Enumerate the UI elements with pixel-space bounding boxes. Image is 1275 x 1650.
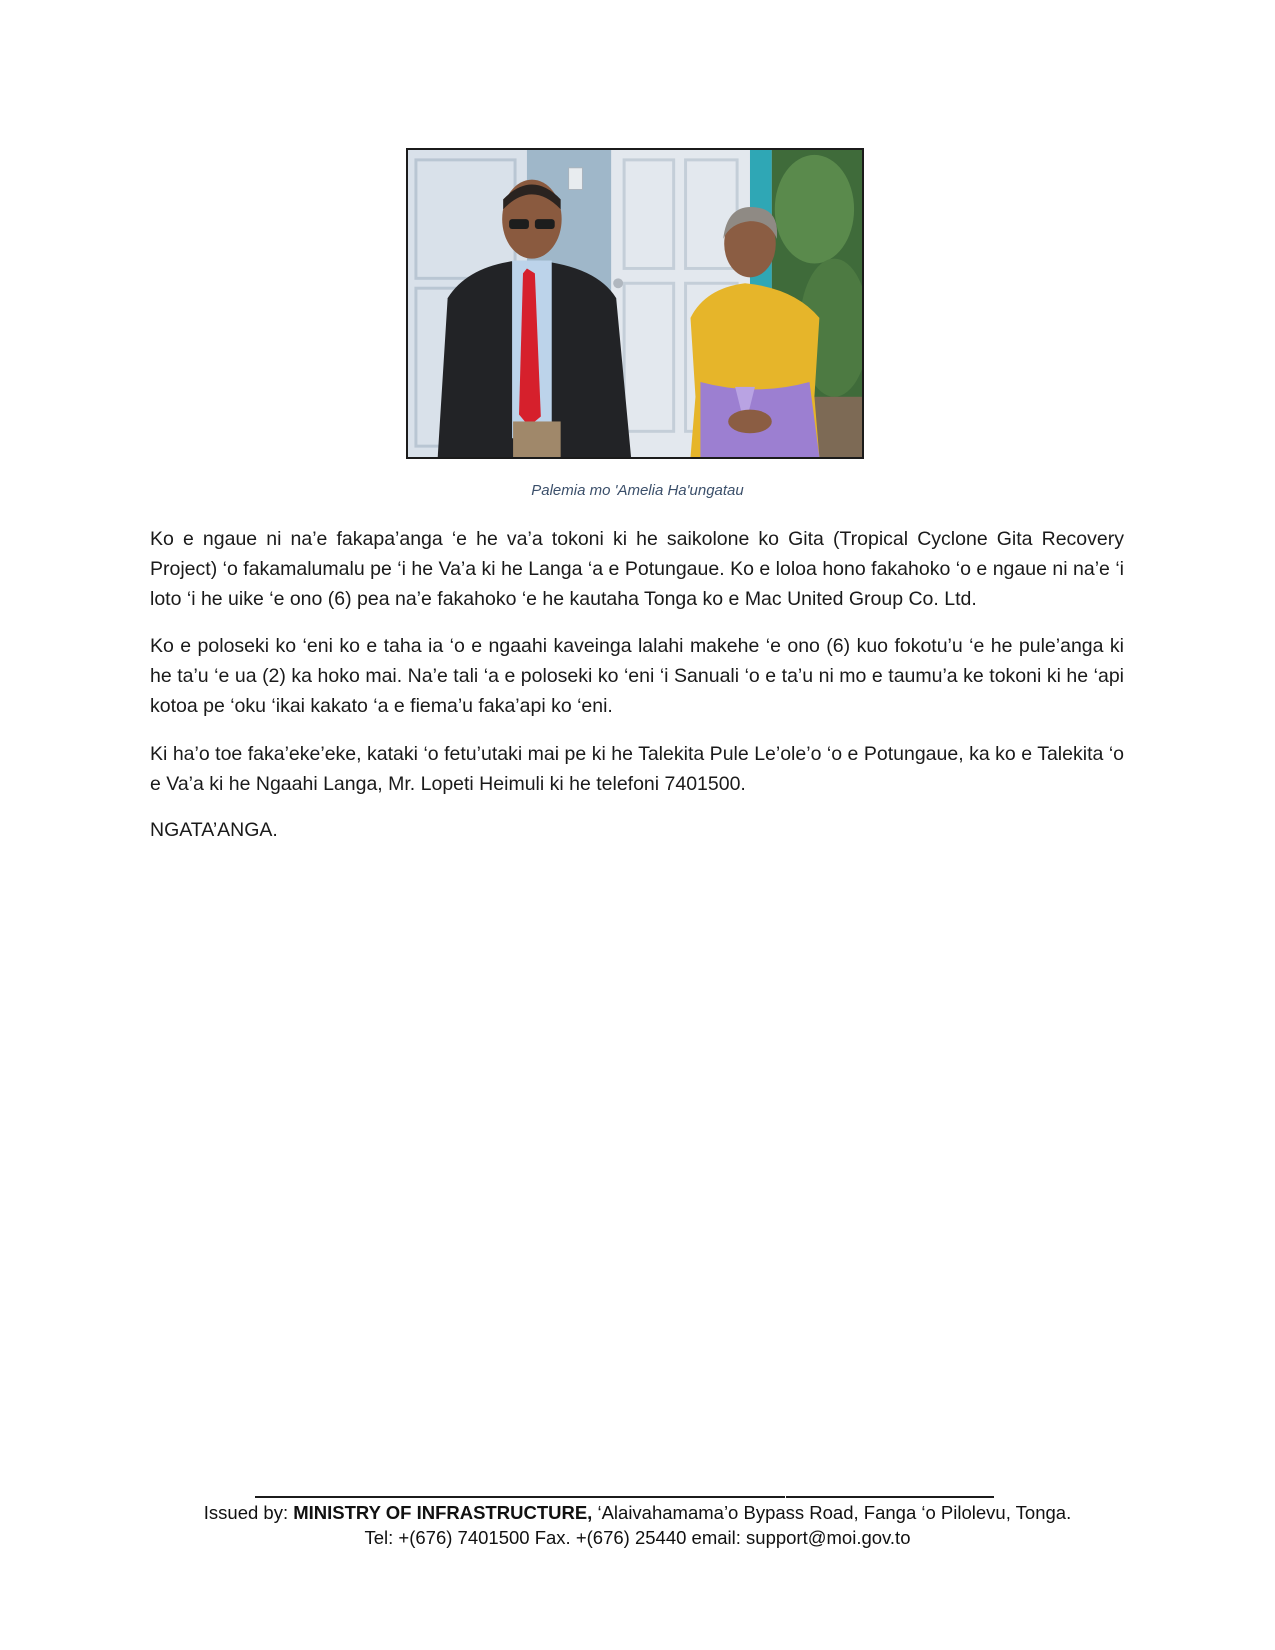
footer-divider	[255, 1496, 785, 1498]
photo-illustration	[408, 150, 862, 457]
footer-address: ‘Alaivahamama’o Bypass Road, Fanga ‘o Pilolevu, Tonga.	[597, 1502, 1072, 1523]
footer-issued-by	[0, 1502, 1275, 1524]
closing-word: NGATA’ANGA.	[150, 819, 278, 841]
paragraph-project-priorities: Ko e poloseki ko ‘eni ko e taha ia ‘o e ngaahi kaveinga lalahi makehe ‘e ono (6) kuo fokotu’u ‘e he pule’anga ki he ta’u ‘e ua (2) ka hoko mai. Na’e tali ‘a e poloseki ko ‘eni ‘i Sanuali ‘o e ta’u ni mo e taumu’a ke tokoni ki he ‘api kotoa pe ‘oku ‘ikai kakato ‘a e fiema’u faka’api ko ‘eni.	[150, 635, 1124, 717]
footer-contact: Tel: +(676) 7401500 Fax. +(676) 25440 email: support@moi.gov.to	[364, 1527, 911, 1548]
footer-divider-accent	[786, 1496, 994, 1498]
footer-ministry-name: MINISTRY OF INFRASTRUCTURE,	[293, 1502, 593, 1523]
paragraph-contact-info: Ki ha’o toe faka’eke’eke, kataki ‘o fetu’utaki mai pe ki he Talekita Pule Le’ole’o ‘o e Potungaue, ka ko e Talekita ‘o e Va’a ki he Ngaahi Langa, Mr. Lopeti Heimuli ki he telefoni 7401500.	[150, 743, 1124, 795]
photo-caption: Palemia mo 'Amelia Ha'ungatau	[531, 482, 744, 499]
footer-issued-label: Issued by:	[203, 1502, 289, 1523]
paragraph-project-overview: Ko e ngaue ni na’e fakapa’anga ‘e he va’a tokoni ki he saikolone ko Gita (Tropical Cyclone Gita Recovery Project) ‘o fakamalumalu pe ‘i he Va’a ki he Langa ‘a e Potungaue. Ko e loloa hono fakahoko ‘o e ngaue ni na’e ‘i loto ‘i he uike ‘e ono (6) pea na’e fakahoko ‘e he kautaha Tonga ko e Mac United Group Co. Ltd.	[150, 528, 1124, 610]
news-photo	[406, 148, 864, 459]
